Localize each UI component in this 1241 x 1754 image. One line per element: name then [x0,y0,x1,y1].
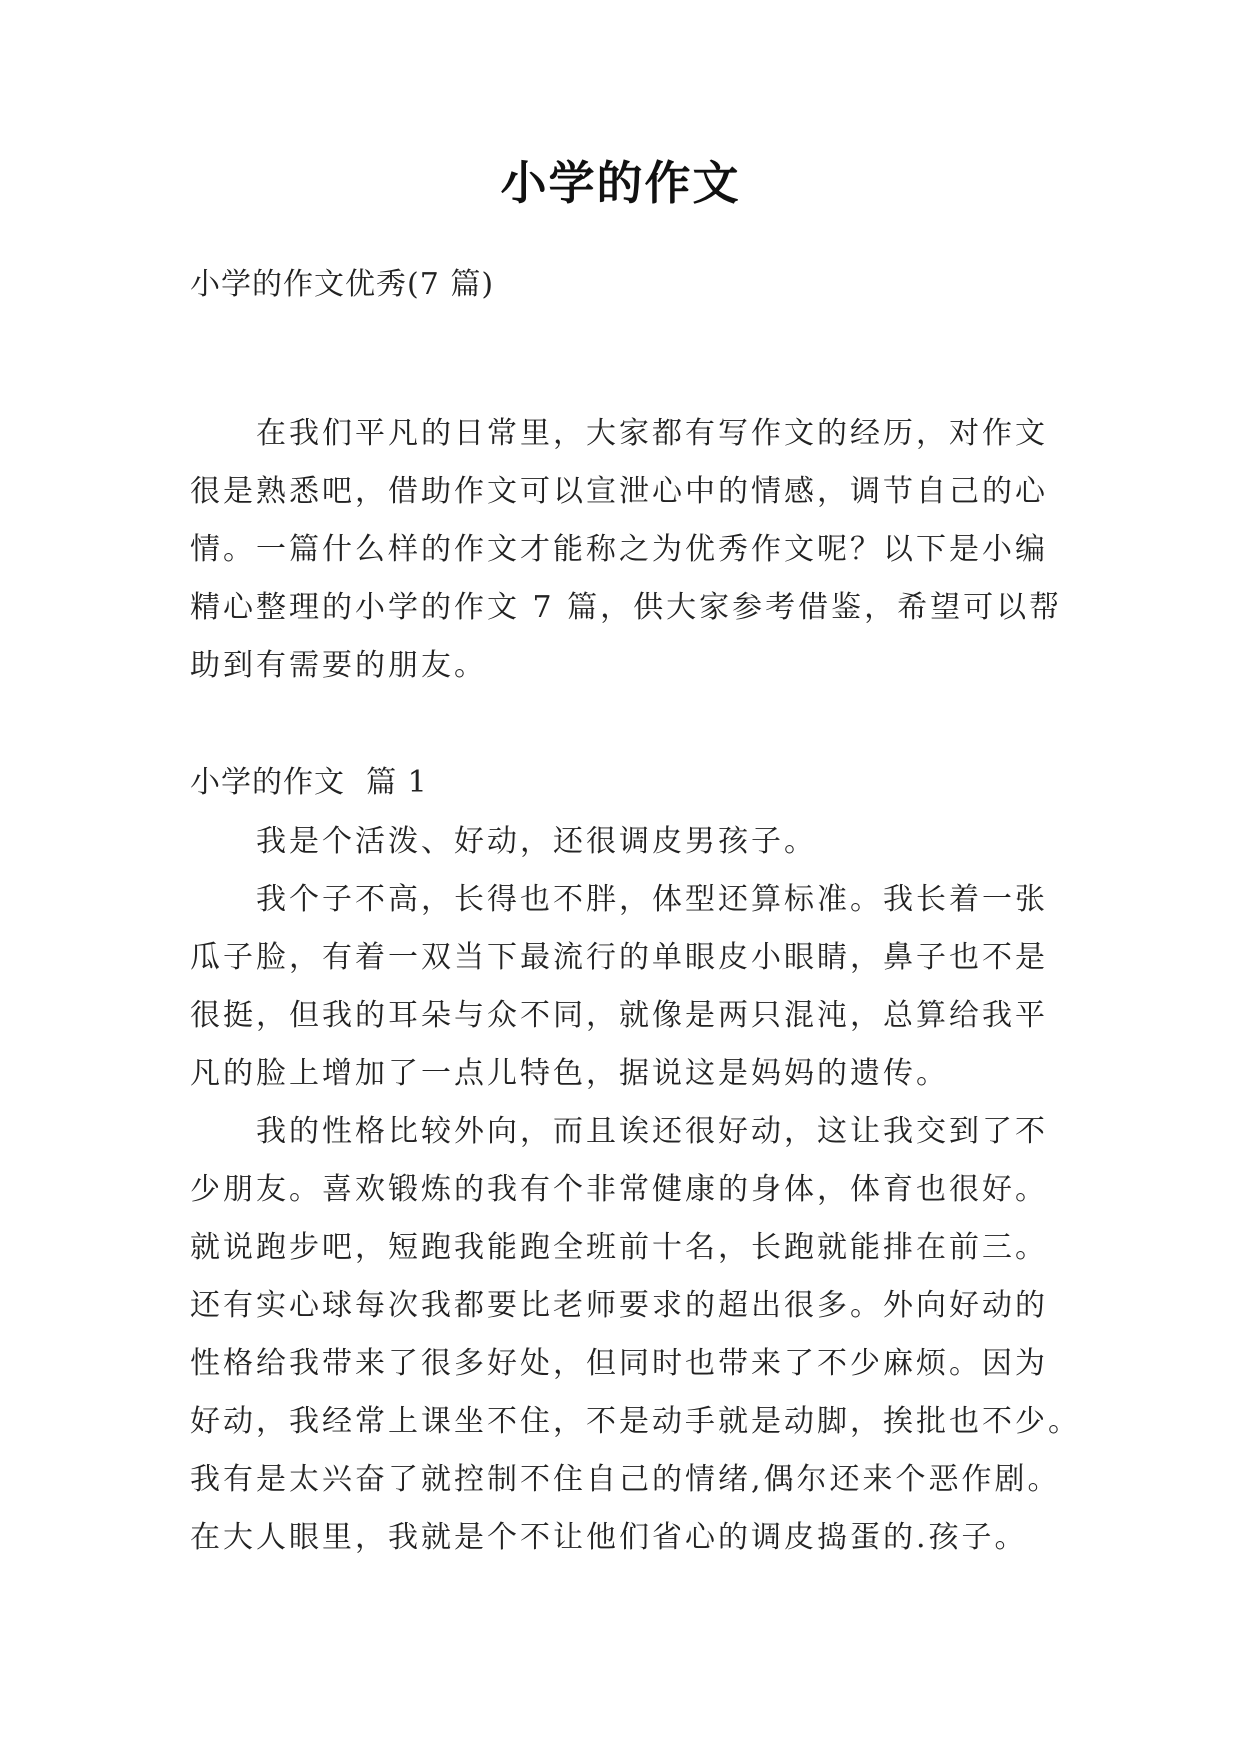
intro-line: 在我们平凡的日常里，大家都有写作文的经历，对作文 [190,416,1048,451]
intro-line: 助到有需要的朋友。 [190,648,487,683]
document-title: 小学的作文 [500,156,741,210]
essay-line: 我是个活泼、好动，还很调皮男孩子。 [190,824,817,859]
essay-body [190,813,1081,1567]
essay-line: 就说跑步吧，短跑我能跑全班前十名，长跑就能排在前三。 [190,1230,1048,1265]
intro-paragraph [190,405,1070,695]
section-heading: 小学的作文 篇 1 [190,765,428,800]
essay-line: 我的性格比较外向，而且诶还很好动，这让我交到了不 [190,1114,1048,1149]
essay-line: 我个子不高，长得也不胖，体型还算标准。我长着一张 [190,882,1048,917]
essay-line: 凡的脸上增加了一点儿特色，据说这是妈妈的遗传。 [190,1056,949,1091]
essay-line: 很挺，但我的耳朵与众不同，就像是两只混沌，总算给我平 [190,998,1048,1033]
essay-line: 好动，我经常上课坐不住，不是动手就是动脚，挨批也不少。 [190,1404,1081,1439]
essay-line: 我有是太兴奋了就控制不住自己的情绪,偶尔还来个恶作剧。 [190,1462,1061,1497]
essay-line: 少朋友。喜欢锻炼的我有个非常健康的身体，体育也很好。 [190,1172,1048,1207]
document-subtitle: 小学的作文优秀(7 篇) [190,267,495,302]
intro-line: 精心整理的小学的作文 7 篇，供大家参考借鉴，希望可以帮 [190,590,1063,625]
intro-line: 很是熟悉吧，借助作文可以宣泄心中的情感，调节自己的心 [190,474,1048,509]
essay-line: 还有实心球每次我都要比老师要求的超出很多。外向好动的 [190,1288,1048,1323]
essay-line: 在大人眼里，我就是个不让他们省心的调皮捣蛋的.孩子。 [190,1520,1028,1555]
essay-line: 瓜子脸，有着一双当下最流行的单眼皮小眼睛，鼻子也不是 [190,940,1048,975]
intro-line: 情。一篇什么样的作文才能称之为优秀作文呢？以下是小编 [190,532,1048,567]
essay-line: 性格给我带来了很多好处，但同时也带来了不少麻烦。因为 [190,1346,1048,1381]
